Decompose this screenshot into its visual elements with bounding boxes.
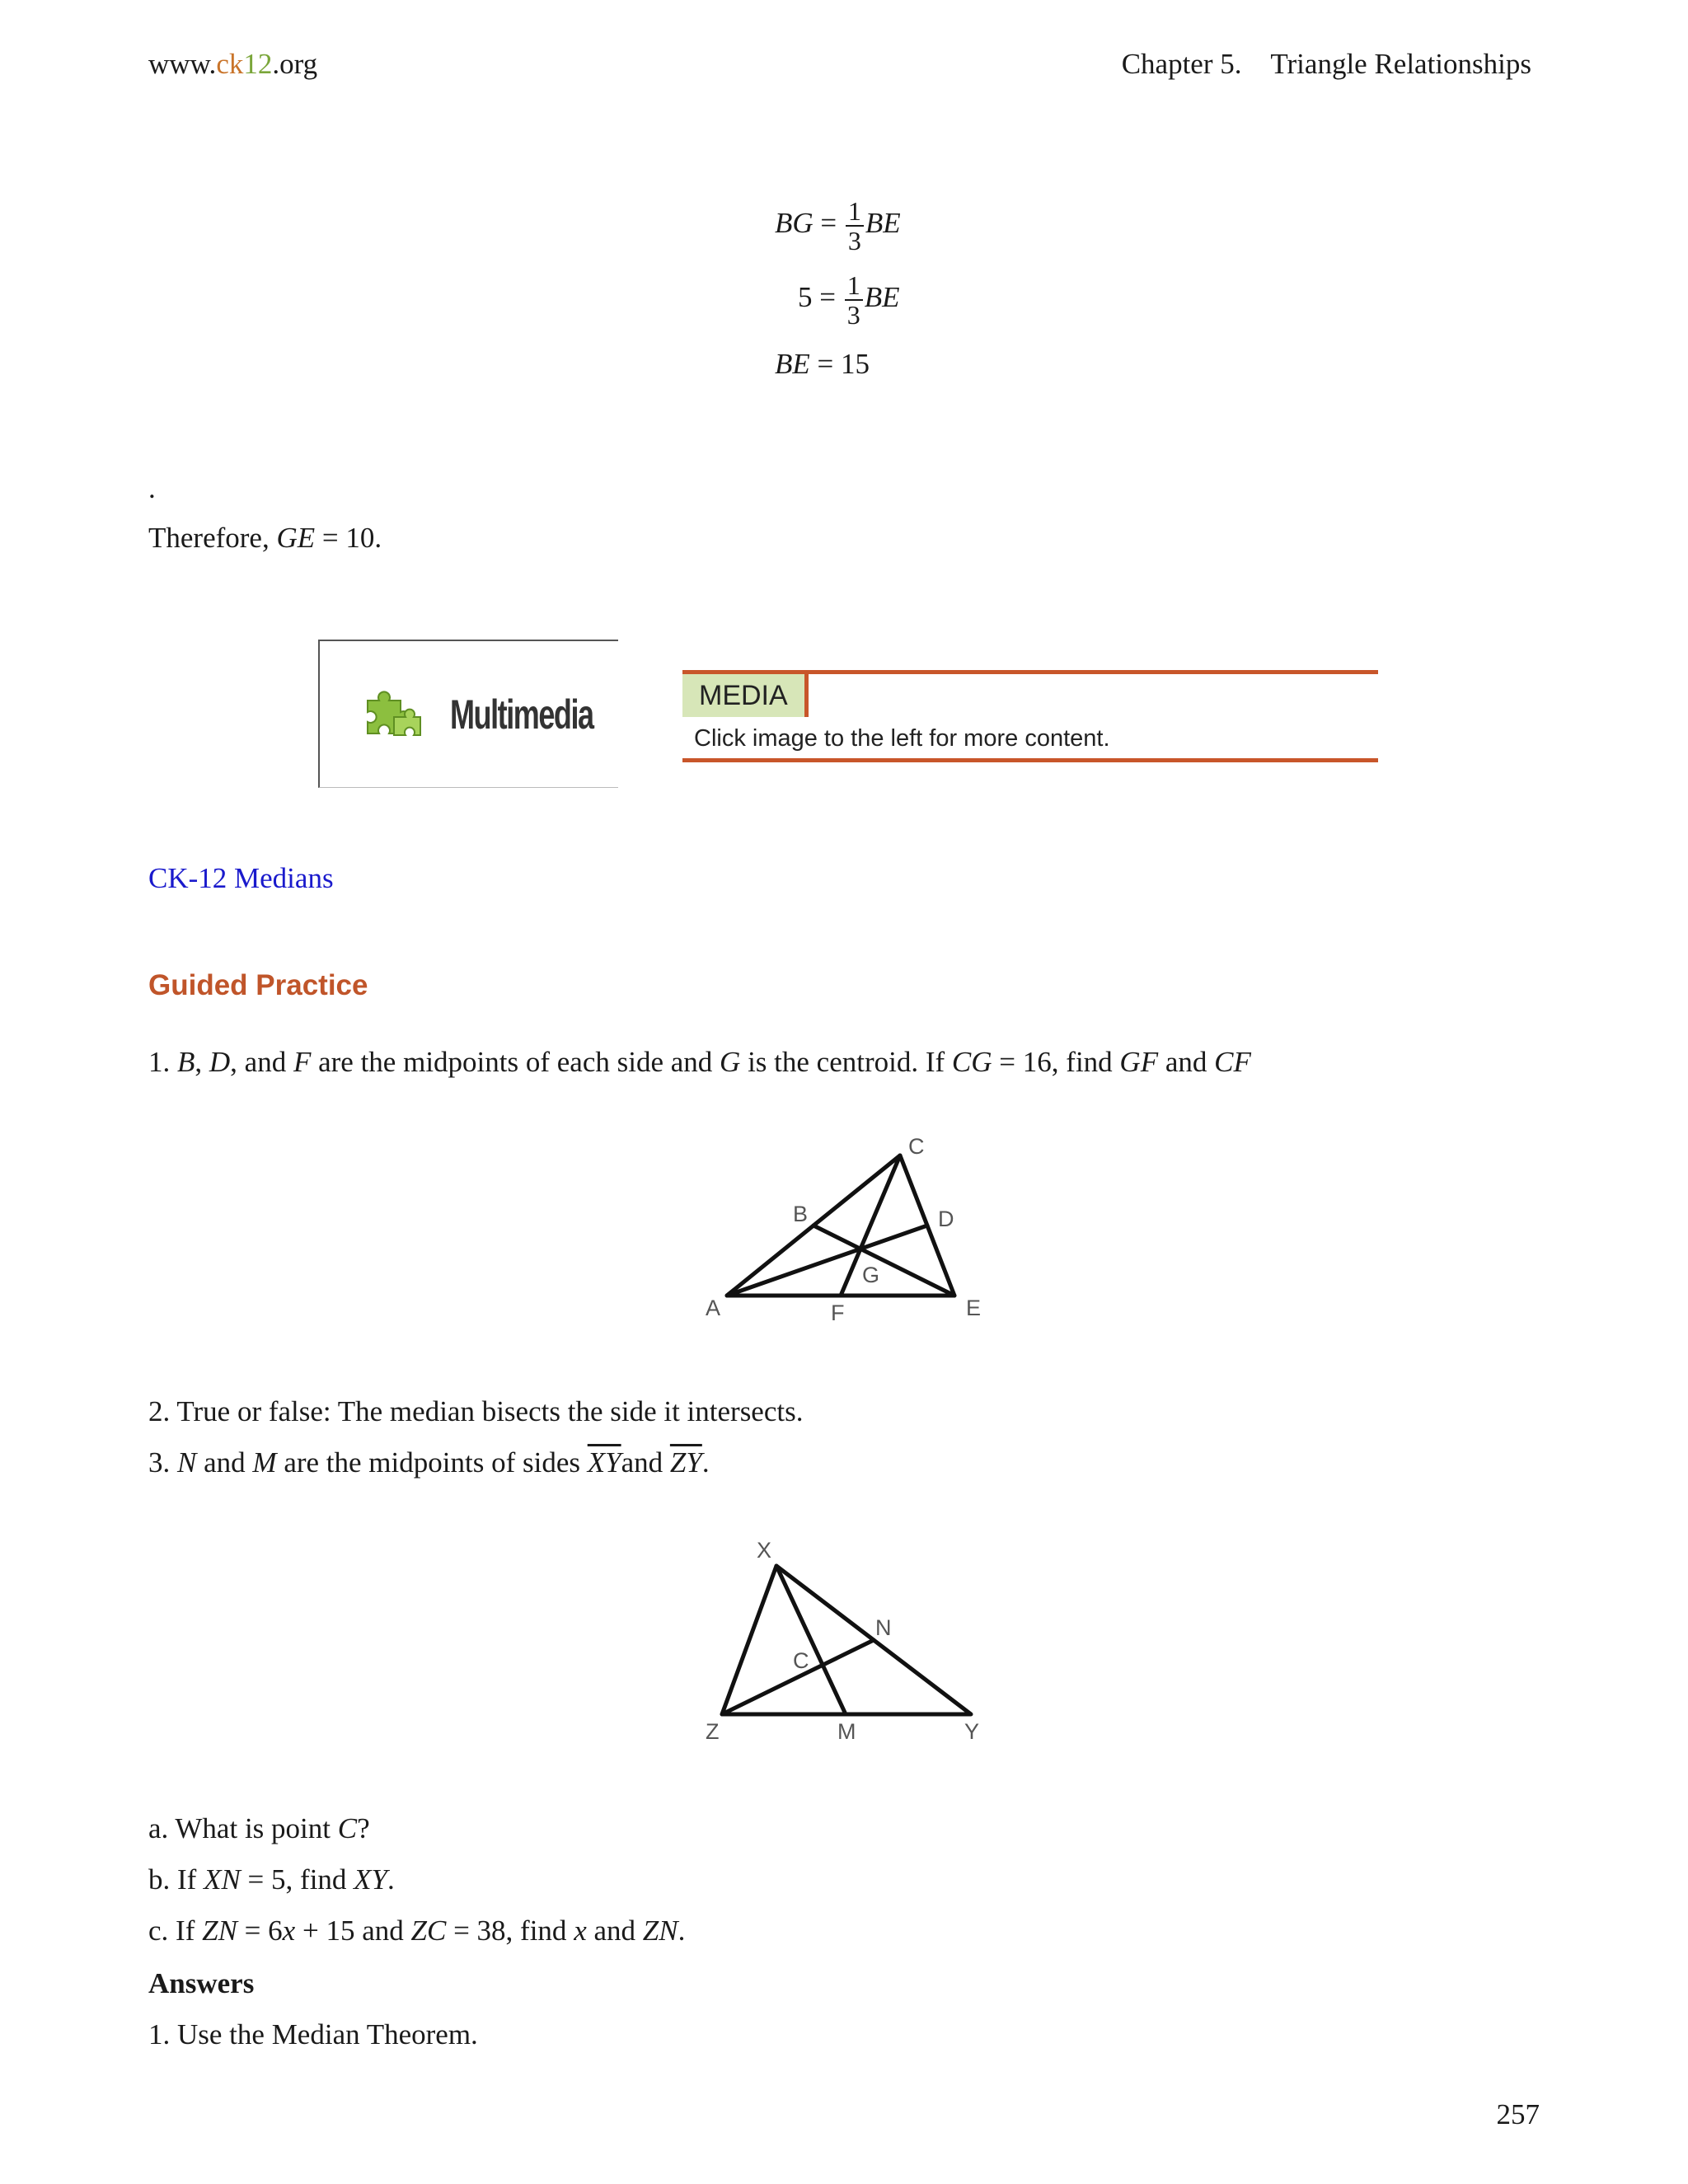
triangle-ace-diagram [692,1129,1006,1335]
site-suffix: .org [272,48,318,80]
triangle-ace [727,1155,954,1296]
chapter-number: Chapter 5. [1121,48,1242,80]
label-g: G [862,1263,880,1287]
chapter-title: Triangle Relationships [1270,48,1531,80]
label-a: A [706,1296,721,1320]
site-url[interactable] [148,48,317,81]
media-panel [682,670,1378,762]
ck12-medians-link[interactable]: CK-12 Medians [148,862,334,894]
equation-row-2: 5 = $\frac{1}{3}$ BE [798,270,900,330]
median-from-x [776,1566,846,1714]
triangle-xyz [722,1566,971,1714]
multimedia-thumbnail[interactable] [318,640,618,788]
equation-row-1: BG = $\frac{1}{3}$ BE [775,196,901,255]
question-2: 2. True or false: The median bisects the side it intersects. [148,1395,804,1427]
media-caption: Click image to the left for more content. [694,725,1110,752]
fraction: $\frac{1}{3}$ [846,198,864,254]
label-f: F [831,1301,845,1325]
label-z: Z [706,1719,720,1744]
answers-heading: Answers [148,1967,255,1999]
label-y: Y [964,1719,980,1744]
label-m: M [837,1719,856,1744]
question-3c: c. If ZN = 6x + 15 and ZC = 38, find x and ZN. [148,1915,686,1947]
stray-dot: . [148,472,156,504]
guided-practice-heading: Guided Practice [148,969,368,1001]
chapter-header [1122,48,1531,81]
equation-row-3: BE = 15 [775,348,870,380]
question-3a: a. What is point C? [148,1812,370,1844]
label-n: N [875,1615,892,1640]
label-d: D [938,1207,954,1231]
question-3b: b. If XN = 5, find XY. [148,1863,395,1896]
label-c: C [793,1648,809,1673]
question-1: 1. B, D, and F are the midpoints of each side and G is the centroid. If CG = 16, find GF and CF [148,1046,1251,1078]
triangle-xyz-diagram [692,1533,1006,1747]
median-from-a [727,1226,927,1296]
therefore-line: Therefore, GE = 10. [148,522,382,554]
site-ck: ck [216,48,244,80]
label-c: C [908,1134,925,1159]
label-e: E [966,1296,982,1320]
multimedia-label: Multimedia [450,691,593,738]
site-prefix: www. [148,48,217,80]
answer-1: 1. Use the Median Theorem. [148,2018,478,2050]
label-b: B [793,1202,809,1226]
question-3: 3. N and M are the midpoints of sides $\overline{XY}and$ $\overline{ZY}$. [148,1446,710,1479]
site-12: 12 [243,48,273,80]
media-tag: MEDIA [682,674,809,717]
fraction: $\frac{1}{3}$ [845,272,863,328]
puzzle-piece-icon [359,684,425,750]
label-x: X [757,1538,772,1563]
page-number: 257 [1496,2098,1540,2130]
